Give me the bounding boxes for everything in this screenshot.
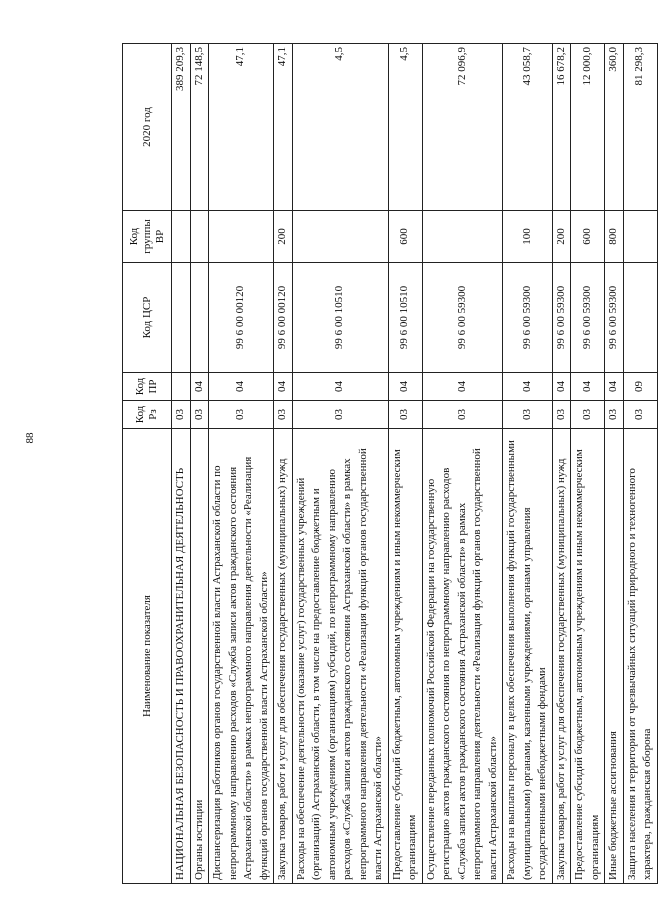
row-name: Расходы на обеспечение деятельности (оказание услуг) государственных учреждений (организаций) Астраханской области, в том числе на предоставление бюджетным и автономным учреждениям (организациям) субсидий, по непрограммному направлению расходов «Служба записи актов гражданского состояния Астраханской области» в рамках непрограммного направления деятельности «Реализация функций органов государственной власти Астраханской области»: [292, 429, 388, 884]
row-pr: 04: [274, 373, 293, 401]
row-csr: 99 6 00 59300: [605, 263, 624, 373]
row-pr: 04: [605, 373, 624, 401]
row-pr: 04: [422, 373, 503, 401]
table-row: [190, 44, 209, 884]
row-rz: 03: [172, 401, 191, 429]
row-vr: 100: [503, 211, 553, 263]
row-sum: 47,1: [274, 44, 293, 211]
row-vr: [190, 211, 209, 263]
header-pr: Код ПР: [123, 373, 172, 401]
row-rz: 03: [422, 401, 503, 429]
row-pr: 09: [623, 373, 657, 401]
row-csr: 99 6 00 00120: [209, 263, 274, 373]
row-vr: 200: [552, 211, 571, 263]
row-rz: 03: [623, 401, 657, 429]
row-name: НАЦИОНАЛЬНАЯ БЕЗОПАСНОСТЬ И ПРАВООХРАНИТЕЛЬНАЯ ДЕЯТЕЛЬНОСТЬ: [172, 429, 191, 884]
header-name: Наименование показателя: [123, 429, 172, 884]
row-name: Закупка товаров, работ и услуг для обеспечения государственных (муниципальных) нужд: [274, 429, 293, 884]
row-name: Предоставление субсидий бюджетным, автономным учреждениям и иным некоммерческим организациям: [388, 429, 422, 884]
row-sum: 72 096,9: [422, 44, 503, 211]
row-csr: [623, 263, 657, 373]
row-sum: 12 000,0: [571, 44, 605, 211]
header-vr: Код группы ВР: [123, 211, 172, 263]
row-name: Осуществление переданных полномочий Российской Федерации на государственную регистрацию актов гражданского состояния по непрограммному направлению расходов «Служба записи актов гражданского состояния Астраханской области» в рамках непрограммного направления деятельности «Реализация функций органов государственной власти Астраханской области»: [422, 429, 503, 884]
row-name: Защита населения и территории от чрезвычайных ситуаций природного и техногенного характера, гражданская оборона: [623, 429, 657, 884]
row-rz: 03: [190, 401, 209, 429]
row-rz: 03: [571, 401, 605, 429]
table-row: [623, 44, 657, 884]
row-pr: 04: [503, 373, 553, 401]
row-sum: 72 148,5: [190, 44, 209, 211]
row-csr: 99 6 00 59300: [422, 263, 503, 373]
table-row: [552, 44, 571, 884]
row-pr: 04: [292, 373, 388, 401]
table-row: [503, 44, 553, 884]
row-vr: 800: [605, 211, 624, 263]
table-row: [209, 44, 274, 884]
row-sum: 81 298,3: [623, 44, 657, 211]
row-csr: 99 6 00 10510: [292, 263, 388, 373]
row-csr: 99 6 00 10510: [388, 263, 422, 373]
row-vr: [623, 211, 657, 263]
row-csr: 99 6 00 59300: [552, 263, 571, 373]
row-vr: [209, 211, 274, 263]
rotated-document: [122, 44, 653, 884]
row-name: Органы юстиции: [190, 429, 209, 884]
row-sum: 4,5: [292, 44, 388, 211]
table-row: [571, 44, 605, 884]
row-name: Иные бюджетные ассигнования: [605, 429, 624, 884]
header-sum: 2020 год: [123, 44, 172, 211]
row-pr: 04: [388, 373, 422, 401]
row-csr: [190, 263, 209, 373]
table-row: [605, 44, 624, 884]
row-name: Расходы на выплаты персоналу в целях обеспечения выполнения функций государственными (муниципальными) органами, казенными учреждениями, органами управления государственными внебюджетными фондами: [503, 429, 553, 884]
row-rz: 03: [552, 401, 571, 429]
table-header-row: [123, 44, 172, 884]
row-csr: [172, 263, 191, 373]
row-vr: [172, 211, 191, 263]
row-rz: 03: [605, 401, 624, 429]
table-row: [274, 44, 293, 884]
page-number: 88: [24, 432, 36, 444]
row-name: Предоставление субсидий бюджетным, автономным учреждениям и иным некоммерческим организациям: [571, 429, 605, 884]
row-sum: 389 209,3: [172, 44, 191, 211]
row-pr: [172, 373, 191, 401]
header-csr: Код ЦСР: [123, 263, 172, 373]
row-csr: 99 6 00 59300: [571, 263, 605, 373]
row-vr: 200: [274, 211, 293, 263]
row-sum: 4,5: [388, 44, 422, 211]
table-row: [292, 44, 388, 884]
row-pr: 04: [571, 373, 605, 401]
row-name: Диспансеризация работников органов государственной власти Астраханской области по непрограммному направлению расходов «Служба записи актов гражданского состояния Астраханской области» в рамках непрограммного направления деятельности «Реализация функций органов государственной власти Астраханской области»: [209, 429, 274, 884]
budget-table: [122, 43, 658, 884]
row-vr: [422, 211, 503, 263]
row-name: Закупка товаров, работ и услуг для обеспечения государственных (муниципальных) нужд: [552, 429, 571, 884]
row-pr: 04: [552, 373, 571, 401]
row-pr: 04: [209, 373, 274, 401]
row-vr: 600: [388, 211, 422, 263]
table-row: [422, 44, 503, 884]
row-rz: 03: [292, 401, 388, 429]
row-sum: 43 058,7: [503, 44, 553, 211]
row-rz: 03: [503, 401, 553, 429]
row-rz: 03: [274, 401, 293, 429]
row-vr: 600: [571, 211, 605, 263]
header-rz: Код Рз: [123, 401, 172, 429]
table-row: [388, 44, 422, 884]
row-csr: 99 6 00 00120: [274, 263, 293, 373]
row-rz: 03: [209, 401, 274, 429]
row-sum: 360,0: [605, 44, 624, 211]
row-pr: 04: [190, 373, 209, 401]
row-csr: 99 6 00 59300: [503, 263, 553, 373]
row-vr: [292, 211, 388, 263]
row-rz: 03: [388, 401, 422, 429]
row-sum: 47,1: [209, 44, 274, 211]
table-row: [172, 44, 191, 884]
row-sum: 16 678,2: [552, 44, 571, 211]
